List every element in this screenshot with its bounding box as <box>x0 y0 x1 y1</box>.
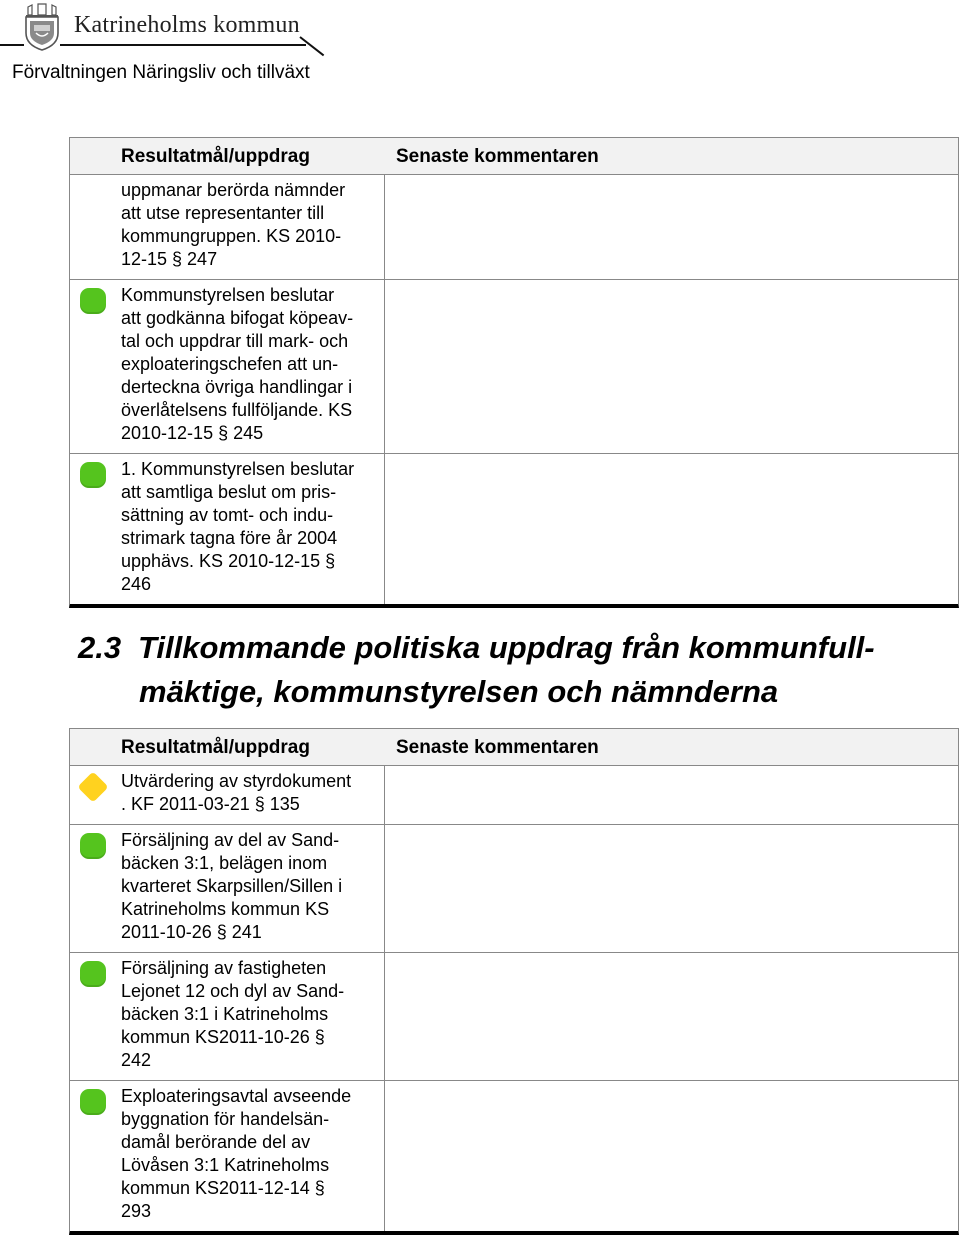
assignment-text-line: 2011-10-26 § 241 <box>121 922 262 942</box>
assignment-text-line: 293 <box>121 1201 152 1221</box>
assignment-text-line: byggnation för handelsän- <box>121 1109 330 1129</box>
assignment-text <box>121 454 383 604</box>
assignment-text-line: . KF 2011-03-21 § 135 <box>121 794 300 814</box>
table-row <box>70 825 958 953</box>
assignment-text-line: derteckna övriga handlingar i <box>121 377 353 397</box>
table-body <box>70 766 958 1231</box>
assignment-text-line: att utse representanter till <box>121 203 325 223</box>
assignment-text-line: 2010-12-15 § 245 <box>121 423 264 443</box>
section-heading <box>78 626 875 714</box>
section-number: 2.3 <box>78 630 122 665</box>
assignment-text-line: Försäljning av del av Sand- <box>121 830 340 850</box>
org-name: Förvaltningen Näringsliv och tillväxt <box>12 62 310 83</box>
assignment-text-line: 246 <box>121 574 152 594</box>
status-green-icon <box>80 288 106 314</box>
header-rule <box>299 36 324 56</box>
assignment-text-line: kvarteret Skarpsillen/Sillen i <box>121 876 343 896</box>
column-header-task: Resultatmål/uppdrag <box>121 146 310 167</box>
table-header <box>70 138 958 175</box>
header-rule <box>60 44 306 46</box>
assignment-text-line: överlåtelsens fullföljande. KS <box>121 400 353 420</box>
assignment-text-line: att samtliga beslut om pris- <box>121 482 337 502</box>
assignment-text-line: bäcken 3:1, belägen inom <box>121 853 328 873</box>
assignment-text-line: 242 <box>121 1050 152 1070</box>
column-header-task: Resultatmål/uppdrag <box>121 737 310 758</box>
table-row <box>70 953 958 1081</box>
assignment-text-line: 1. Kommunstyrelsen beslutar <box>121 459 355 479</box>
assignment-text-line: Kommunstyrelsen beslutar <box>121 285 335 305</box>
assignment-text <box>121 175 383 279</box>
brand-name: Katrineholms kommun <box>74 12 300 38</box>
assignment-text <box>121 953 383 1080</box>
assignment-text-line: uppmanar berörda nämnder <box>121 180 346 200</box>
section-title-line1: Tillkommande politiska uppdrag från kommunfull- <box>138 630 875 665</box>
assignment-text-line: damål berörande del av <box>121 1132 311 1152</box>
assignment-text <box>121 766 383 824</box>
assignment-text-line: 12-15 § 247 <box>121 249 218 269</box>
assignment-text-line: Försäljning av fastigheten <box>121 958 327 978</box>
assignment-text-line: upphävs. KS 2010-12-15 § <box>121 551 336 571</box>
table-row <box>70 175 958 280</box>
table-row <box>70 1081 958 1231</box>
assignment-text-line: Exploateringsavtal avseende <box>121 1086 352 1106</box>
assignment-text-line: Lejonet 12 och dyl av Sand- <box>121 981 345 1001</box>
table-row <box>70 454 958 604</box>
assignment-text-line: Utvärdering av styrdokument <box>121 771 352 791</box>
assignment-text-line: exploateringschefen att un- <box>121 354 339 374</box>
assignment-text-line: kommun KS2011-10-26 § <box>121 1027 325 1047</box>
assignment-text-line: strimark tagna före år 2004 <box>121 528 338 548</box>
assignment-text <box>121 825 383 952</box>
assignment-text-line: Katrineholms kommun KS <box>121 899 330 919</box>
status-green-icon <box>80 462 106 488</box>
header-rule <box>0 44 24 46</box>
assignment-text-line: tal och uppdrar till mark- och <box>121 331 349 351</box>
assignment-text-line: bäcken 3:1 i Katrineholms <box>121 1004 329 1024</box>
assignments-table-2 <box>69 728 959 1235</box>
status-yellow-icon <box>77 771 108 802</box>
assignments-table-1 <box>69 137 959 608</box>
column-header-comment: Senaste kommentaren <box>396 146 599 167</box>
municipal-crest-icon <box>22 3 62 51</box>
assignment-text-line: kommungruppen. KS 2010- <box>121 226 342 246</box>
assignment-text-line: att godkänna bifogat köpeav- <box>121 308 354 328</box>
status-green-icon <box>80 961 106 987</box>
assignment-text-line: sättning av tomt- och indu- <box>121 505 334 525</box>
table-header <box>70 729 958 766</box>
section-title-line2: mäktige, kommunstyrelsen och nämnderna <box>139 674 779 709</box>
assignment-text-line: Lövåsen 3:1 Katrineholms <box>121 1155 330 1175</box>
table-body <box>70 175 958 604</box>
status-green-icon <box>80 1089 106 1115</box>
table-row <box>70 766 958 825</box>
status-green-icon <box>80 833 106 859</box>
page-header <box>0 0 960 83</box>
assignment-text <box>121 1081 383 1231</box>
assignment-text <box>121 280 383 453</box>
column-header-comment: Senaste kommentaren <box>396 737 599 758</box>
table-row <box>70 280 958 454</box>
assignment-text-line: kommun KS2011-12-14 § <box>121 1178 325 1198</box>
